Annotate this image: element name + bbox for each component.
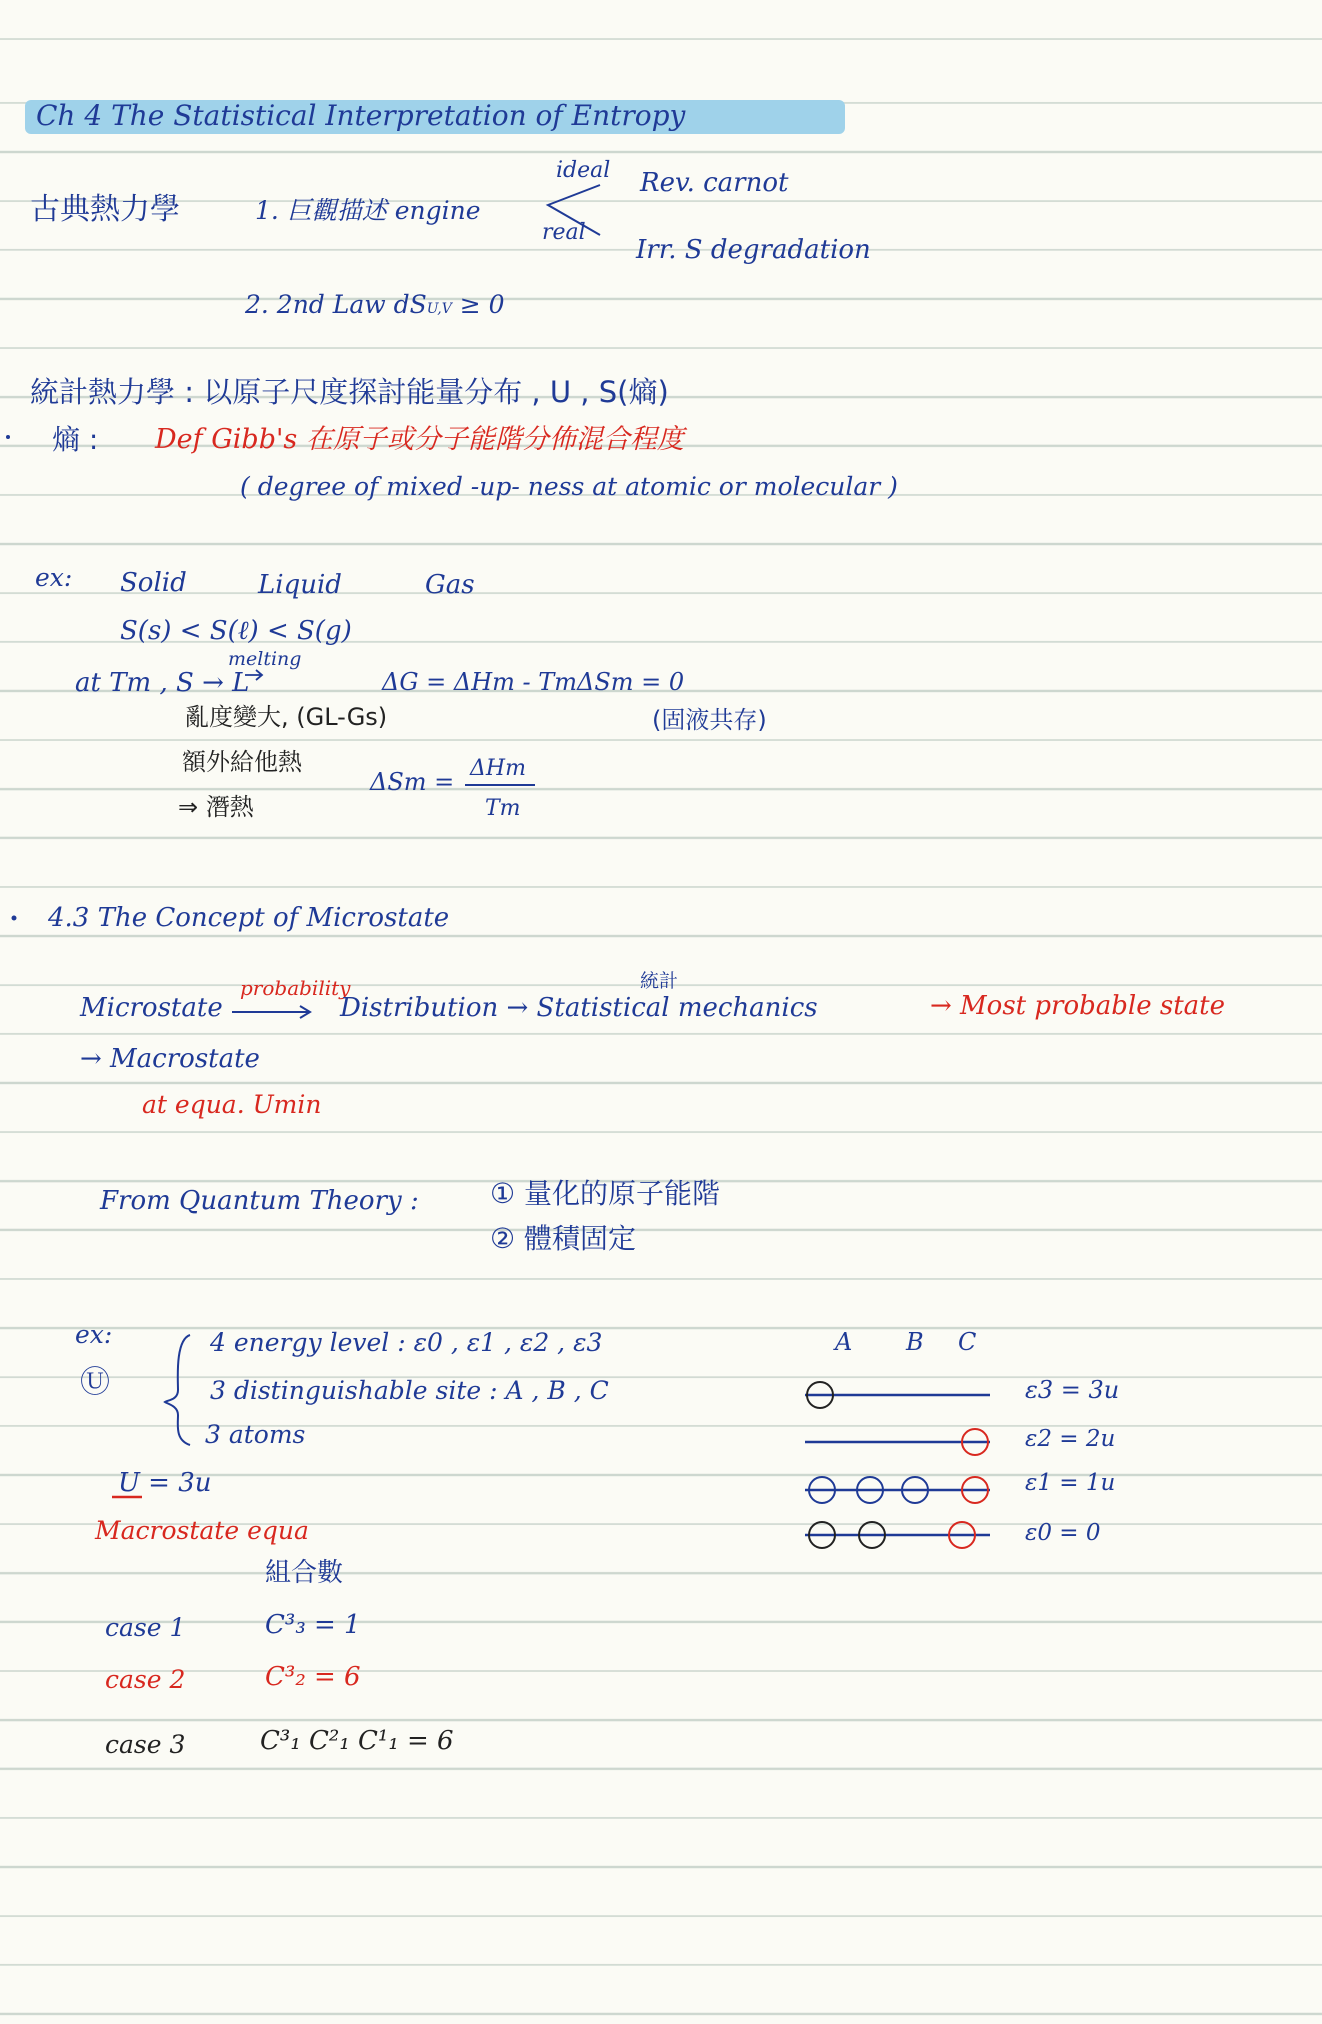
macrostate-label: → Macrostate bbox=[80, 1044, 260, 1074]
quantum-point-1: ① 量化的原子能階 bbox=[490, 1177, 721, 1210]
example1-label: ex: bbox=[35, 563, 73, 592]
dhm-numerator: ΔHm bbox=[470, 756, 526, 781]
disorder-note: 亂度變大, (GL-Gs) bbox=[185, 703, 388, 731]
classical-label: 古典熱力學 bbox=[30, 192, 180, 227]
liquid-label: Liquid bbox=[258, 570, 342, 600]
column-a-label: A bbox=[835, 1328, 853, 1356]
distribution-chain: Distribution → Statistical mechanics bbox=[340, 993, 818, 1023]
site-line: 3 distinguishable site : A , B , C bbox=[210, 1376, 609, 1405]
level-e1-label: ε1 = 1u bbox=[1025, 1470, 1116, 1496]
ideal-label: ideal bbox=[556, 158, 611, 183]
quantum-point-2: ② 體積固定 bbox=[490, 1222, 637, 1255]
macrostate-equa: Macrostate equa bbox=[95, 1516, 309, 1545]
bullet-dot bbox=[6, 435, 10, 439]
example2-label: ex: bbox=[75, 1320, 113, 1349]
section-4-3-title: 4.3 The Concept of Microstate bbox=[48, 903, 450, 933]
microstate-label: Microstate bbox=[80, 993, 223, 1023]
second-law-subscript: U,V bbox=[426, 301, 452, 317]
reversible-label: Rev. carnot bbox=[640, 168, 789, 198]
entropy-definition: Def Gibb's 在原子或分子能階分佈混合程度 bbox=[155, 424, 684, 455]
dsm-label: ΔSm = bbox=[370, 768, 455, 796]
statistical-label: 統計熱力學 : 以原子尺度探討能量分布 , U , S(熵) bbox=[30, 375, 669, 409]
gibbs-equation: ΔG = ΔHm - TmΔSm = 0 bbox=[382, 668, 685, 696]
level-e2-label: ε2 = 2u bbox=[1025, 1426, 1116, 1452]
brace bbox=[165, 1335, 190, 1445]
atoms-line: 3 atoms bbox=[205, 1420, 306, 1449]
second-law-tail: ≥ 0 bbox=[451, 290, 505, 319]
tm-denominator: Tm bbox=[485, 796, 521, 821]
case3-label: case 3 bbox=[105, 1730, 186, 1759]
level-e0-label: ε0 = 0 bbox=[1025, 1520, 1101, 1546]
bullet-dot bbox=[12, 916, 17, 921]
total-energy: U = 3u bbox=[118, 1468, 212, 1498]
most-probable-state: → Most probable state bbox=[930, 991, 1225, 1021]
solid-label: Solid bbox=[120, 568, 187, 598]
at-tm-text: at Tm , S → L bbox=[75, 668, 250, 698]
case1-label: case 1 bbox=[105, 1613, 186, 1642]
case1-value: C³₃ = 1 bbox=[265, 1610, 361, 1640]
case2-value: C³₂ = 6 bbox=[265, 1662, 361, 1692]
page-title: Ch 4 The Statistical Interpretation of Entropy bbox=[36, 99, 686, 132]
quantum-theory-label: From Quantum Theory : bbox=[100, 1186, 419, 1216]
entropy-label: 熵 : bbox=[52, 423, 99, 456]
gas-label: Gas bbox=[425, 570, 475, 600]
combinations-label: 組合數 bbox=[265, 1558, 344, 1588]
real-label: real bbox=[542, 220, 586, 245]
case3-value: C³₁ C²₁ C¹₁ = 6 bbox=[260, 1726, 454, 1756]
entropy-order: S(s) < S(ℓ) < S(g) bbox=[120, 616, 352, 646]
column-c-label: C bbox=[958, 1328, 977, 1356]
melting-arrow bbox=[245, 670, 262, 680]
coexist-note: (固液共存) bbox=[652, 706, 767, 734]
probability-label: probability bbox=[240, 976, 351, 1000]
case2-label: case 2 bbox=[105, 1665, 186, 1694]
energy-level-line: 4 energy level : ε0 , ε1 , ε2 , ε3 bbox=[210, 1328, 603, 1357]
melting-label: melting bbox=[228, 648, 302, 670]
probability-arrow bbox=[232, 1006, 310, 1018]
column-b-label: B bbox=[906, 1328, 924, 1356]
entropy-definition-english: ( degree of mixed -up- ness at atomic or molecular ) bbox=[240, 472, 898, 501]
branch-bracket bbox=[548, 185, 600, 235]
irreversible-label: Irr. S degradation bbox=[636, 235, 871, 265]
latent-heat-note: ⇒ 潛熱 bbox=[178, 793, 254, 821]
at-equa-label: at equa. Umin bbox=[142, 1090, 322, 1119]
classical-item1: 1. 巨觀描述 engine bbox=[255, 196, 481, 225]
level-e3-label: ε3 = 3u bbox=[1025, 1376, 1120, 1404]
tongji-label: 統計 bbox=[640, 970, 679, 992]
second-law-text: 2. 2nd Law dS bbox=[245, 290, 427, 319]
circled-u: Ⓤ bbox=[80, 1365, 110, 1400]
extra-heat-note: 額外給他熱 bbox=[182, 748, 302, 776]
